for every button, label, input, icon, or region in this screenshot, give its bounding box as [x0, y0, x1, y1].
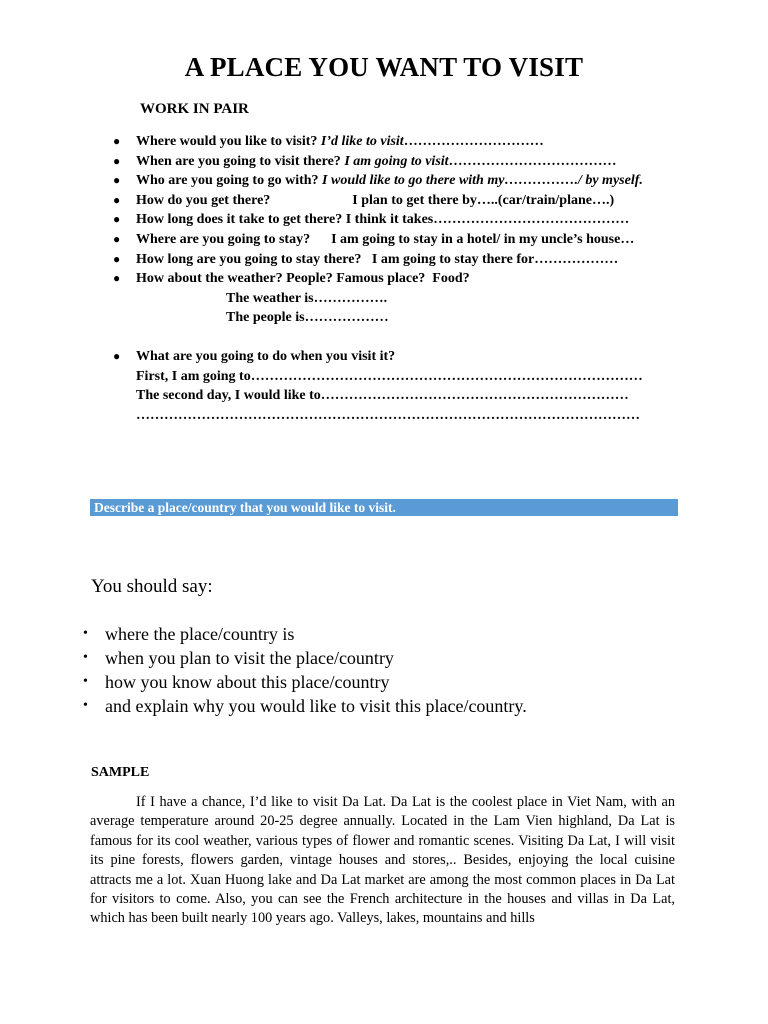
answer-text: I plan to get there by…..(car/train/plane….)	[352, 192, 615, 208]
answer-text: I’d like to visit	[320, 134, 404, 149]
second-line: The second day, I would like to…………………………………………………………	[136, 388, 629, 404]
first-line: First, I am going to…………………………………………………………………………	[136, 368, 643, 384]
prompt-text: where the place/country is	[105, 624, 295, 644]
question-item	[109, 230, 689, 250]
task-banner: Describe a place/country that you would like to visit.	[90, 499, 678, 516]
section-subhead: WORK IN PAIR	[140, 101, 249, 117]
spacer	[109, 328, 689, 347]
bullet-icon: ●	[113, 212, 121, 227]
weather-line: The weather is…………….	[226, 290, 388, 306]
answer-text: I would like to go there with my……………./ by myself.	[322, 173, 643, 189]
prompt-item	[80, 694, 527, 718]
sample-paragraph: If I have a chance, I’d like to visit Da Lat. Da Lat is the coolest place in Viet Nam, with an average temperature around 20-25 degree annually. Located in the Lam Vien highland, Da Lat is famous for its cool weather, various types of flower and romantic scenes. Visiting Da Lat, I will visit its pine forests, flowers garden, vintage houses and stores,.. Besides, enjoying the local cuisine attracts me a lot. Xuan Huong lake and Da Lat market are among the most common places in Da Lat for visitors to come. Also, you can see the French architecture in the houses and villas in Da Lat, which has been built nearly 100 years ago. Valleys, lakes, mountains and hills	[90, 794, 675, 927]
answer-text: I am going to visit	[344, 153, 449, 169]
question-item	[109, 347, 689, 425]
question-text: How do you get there?	[136, 192, 271, 208]
dots-line: ………………………………………………………………………………………………	[136, 407, 640, 423]
bullet-icon: ●	[113, 192, 121, 207]
question-item	[109, 210, 689, 230]
question-item	[109, 250, 689, 270]
bullet-icon: ●	[113, 251, 121, 266]
question-text: Where would you like to visit?	[136, 134, 321, 149]
page-title: A PLACE YOU WANT TO VISIT	[184, 52, 584, 82]
bullet-icon: •	[83, 650, 88, 665]
bullet-icon: ●	[113, 134, 121, 148]
sample-label: SAMPLE	[91, 765, 150, 780]
people-line: The people is………………	[226, 310, 389, 326]
prompt-text: when you plan to visit the place/country	[105, 648, 394, 668]
bullet-icon: ●	[113, 153, 121, 168]
question-item	[109, 132, 689, 152]
question-item	[109, 269, 689, 328]
bullet-icon: •	[83, 698, 88, 713]
prompt-list	[80, 622, 527, 718]
question-text: How long are you going to stay there? I am going to stay there for………………	[136, 251, 619, 267]
bullet-icon: •	[83, 626, 88, 641]
question-item	[109, 171, 689, 191]
question-text: How long does it take to get there? I think it takes……………………………………	[136, 212, 630, 228]
question-text: What are you going to do when you visit it?	[136, 348, 396, 364]
answer-blank: …………………………	[403, 134, 544, 149]
prompt-item	[80, 670, 527, 694]
question-list	[109, 132, 689, 425]
prompt-item	[80, 622, 527, 646]
bullet-icon: ●	[113, 348, 121, 363]
bullet-icon: ●	[113, 231, 121, 246]
bullet-icon: ●	[113, 271, 121, 286]
prompt-text: and explain why you would like to visit this place/country.	[105, 696, 527, 716]
bullet-icon: •	[83, 674, 88, 689]
question-text: Who are you going to go with?	[136, 173, 323, 189]
question-item	[109, 191, 689, 211]
bullet-icon: ●	[113, 173, 121, 188]
question-text: When are you going to visit there?	[136, 153, 345, 169]
question-item	[109, 152, 689, 172]
you-should-say: You should say:	[91, 576, 213, 597]
question-text: How about the weather? People? Famous place? Food?	[136, 271, 470, 287]
prompt-text: how you know about this place/country	[105, 672, 390, 692]
prompt-item	[80, 646, 527, 670]
question-text: Where are you going to stay? I am going to stay in a hotel/ in my uncle’s house…	[136, 231, 635, 247]
answer-blank: ………………………………	[448, 153, 617, 169]
